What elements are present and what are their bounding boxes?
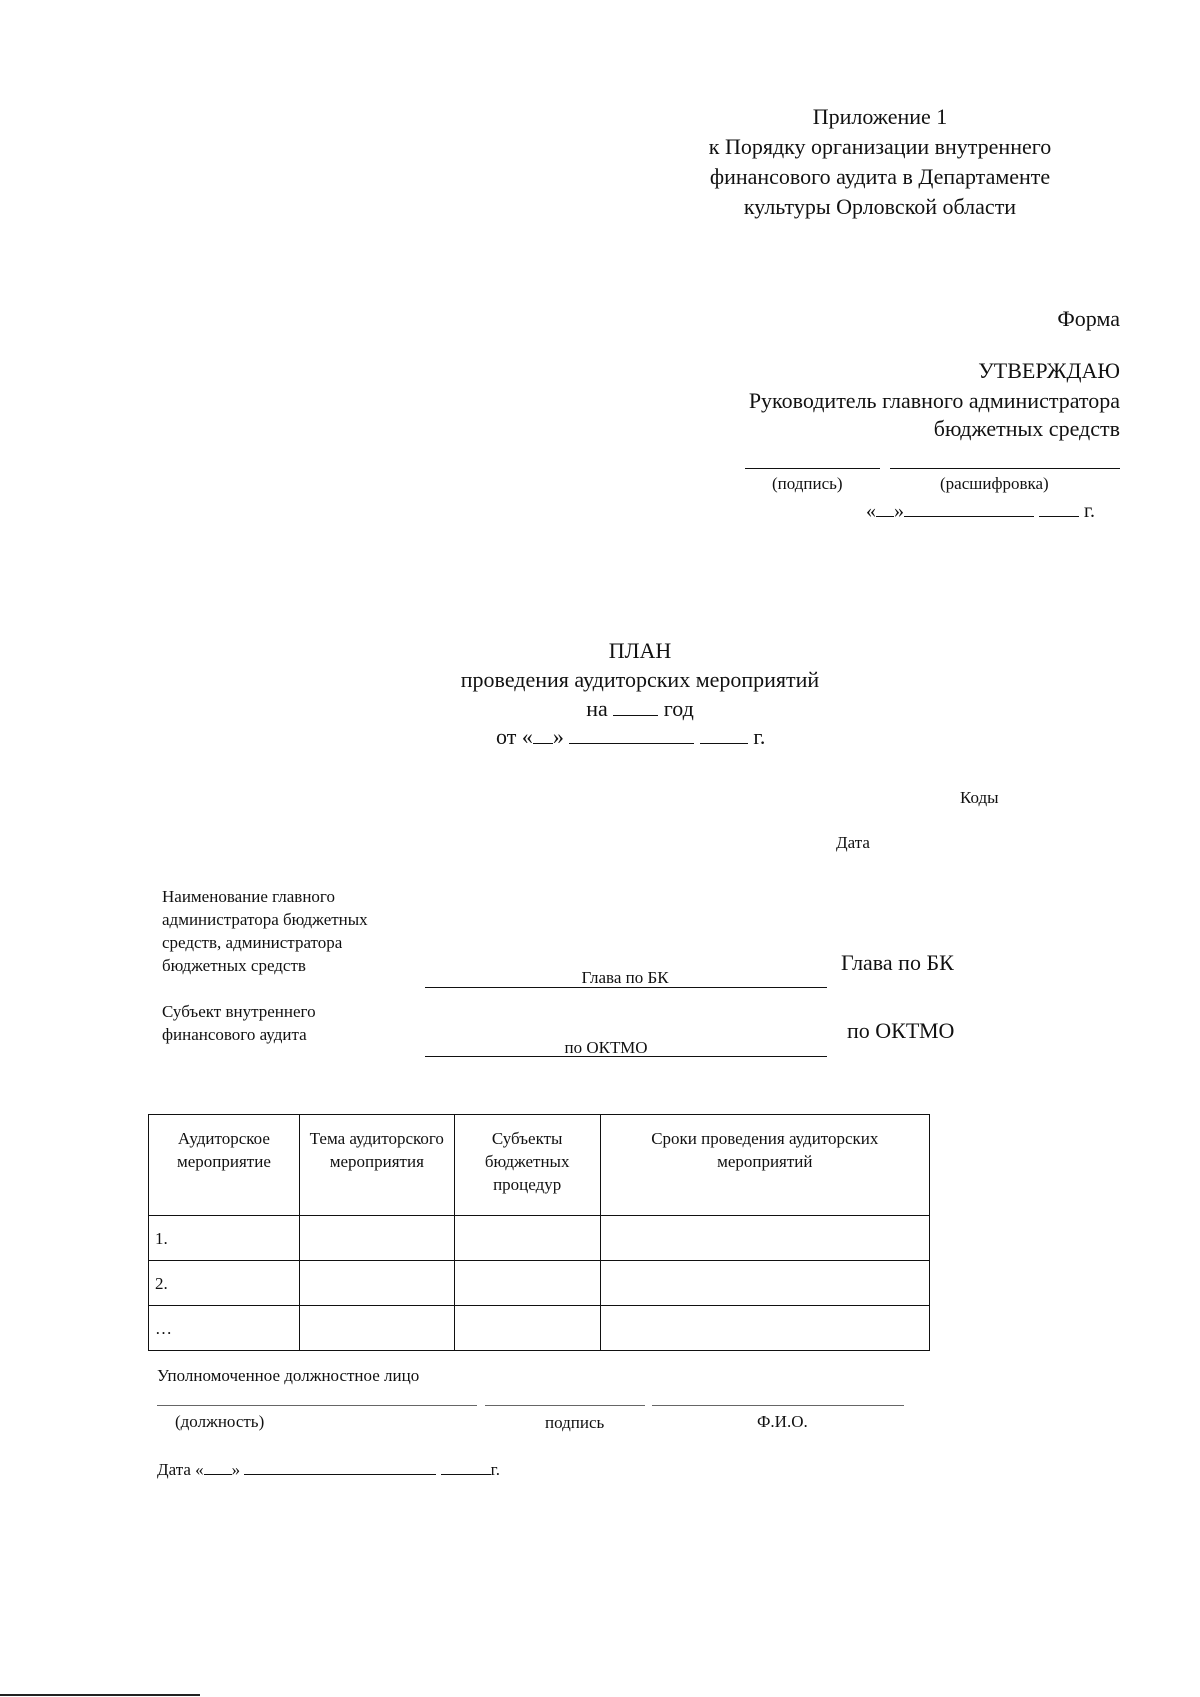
plan-date-close: » [552,724,564,749]
table-cell [600,1216,929,1261]
appendix-line-4: культуры Орловской области [743,194,1017,219]
footer-date-close: » [231,1460,241,1479]
table-row [149,1261,930,1306]
form-label: Форма [1057,306,1120,331]
subject-label-line-2: финансового аудита [162,1025,307,1044]
admin-field-line [425,987,827,988]
official-name-caption: Ф.И.О. [757,1412,808,1431]
admin-label-line-2: администратора бюджетных [162,910,368,929]
plan-table [148,1114,930,1351]
table-cell: 2. [149,1261,300,1306]
admin-code-label: Глава по БК [841,950,954,975]
admin-label-line-4: бюджетных средств [162,956,306,975]
subject-label-line-1: Субъект внутреннего [162,1002,316,1021]
official-signature-line [485,1405,645,1406]
table-row [149,1216,930,1261]
plan-subtitle: проведения аудиторских мероприятий [460,667,820,692]
table-row [149,1306,930,1351]
subject-code-label: по ОКТМО [847,1018,955,1043]
scan-edge-line [0,1694,200,1696]
official-label: Уполномоченное должностное лицо [157,1366,420,1385]
footer-date [157,1458,500,1481]
official-signature-caption: подпись [545,1413,605,1432]
subject-field-line [425,1056,827,1057]
footer-date-prefix: Дата « [157,1460,204,1479]
table-header-row [149,1115,930,1216]
plan-date-prefix: от « [496,724,533,749]
header-event: Аудиторское мероприятие [149,1115,300,1216]
table-cell [454,1216,600,1261]
table-cell [600,1306,929,1351]
table-cell [600,1261,929,1306]
codes-header: Коды [960,788,999,807]
official-position-caption: (должность) [175,1412,265,1431]
approval-title: УТВЕРЖДАЮ [978,358,1120,383]
header-subjects: Субъекты бюджетных процедур [454,1115,600,1216]
plan-year-prefix: на [586,696,608,721]
plan-year [440,694,840,724]
official-name-line [652,1405,904,1406]
admin-label-line-1: Наименование главного [162,887,335,906]
table-cell [454,1261,600,1306]
header-topic: Тема аудиторского мероприятия [299,1115,454,1216]
subject-label [162,1000,422,1046]
approval-position-line-1: Руководитель главного администратора [748,388,1120,413]
appendix-line-2: к Порядку организации внутреннего [708,134,1052,159]
signature-line [745,468,880,469]
subject-field-caption: по ОКТМО [564,1038,648,1057]
decoding-line [890,468,1120,469]
plan-title: ПЛАН [608,638,672,663]
plan-date-suffix: г. [753,724,766,749]
table-cell [454,1306,600,1351]
plan-year-suffix: год [663,696,694,721]
appendix-line-3: финансового аудита в Департаменте [709,164,1051,189]
table-cell: … [149,1306,300,1351]
table-cell [299,1306,454,1351]
header-terms: Сроки проведения аудиторских мероприятий [600,1115,929,1216]
admin-label-line-3: средств, администратора [162,933,343,952]
table-cell: 1. [149,1216,300,1261]
approval-position-line-2: бюджетных средств [933,416,1120,441]
approval-date-close: » [894,500,904,522]
approval-date-open: « [866,500,876,522]
signature-caption: (подпись) [772,474,843,493]
footer-year-suffix: г. [490,1460,500,1479]
official-position-line [157,1405,477,1406]
table-cell [299,1216,454,1261]
codes-date-label: Дата [836,833,870,852]
appendix-line-1: Приложение 1 [812,104,948,129]
table-cell [299,1261,454,1306]
approval-year-suffix: г. [1084,500,1095,522]
appendix-header [660,102,1100,222]
decoding-caption: (расшифровка) [940,474,1049,493]
approval-date [866,498,1095,524]
admin-field-caption: Глава по БК [581,968,669,987]
plan-date [496,722,765,752]
admin-label [162,885,422,977]
